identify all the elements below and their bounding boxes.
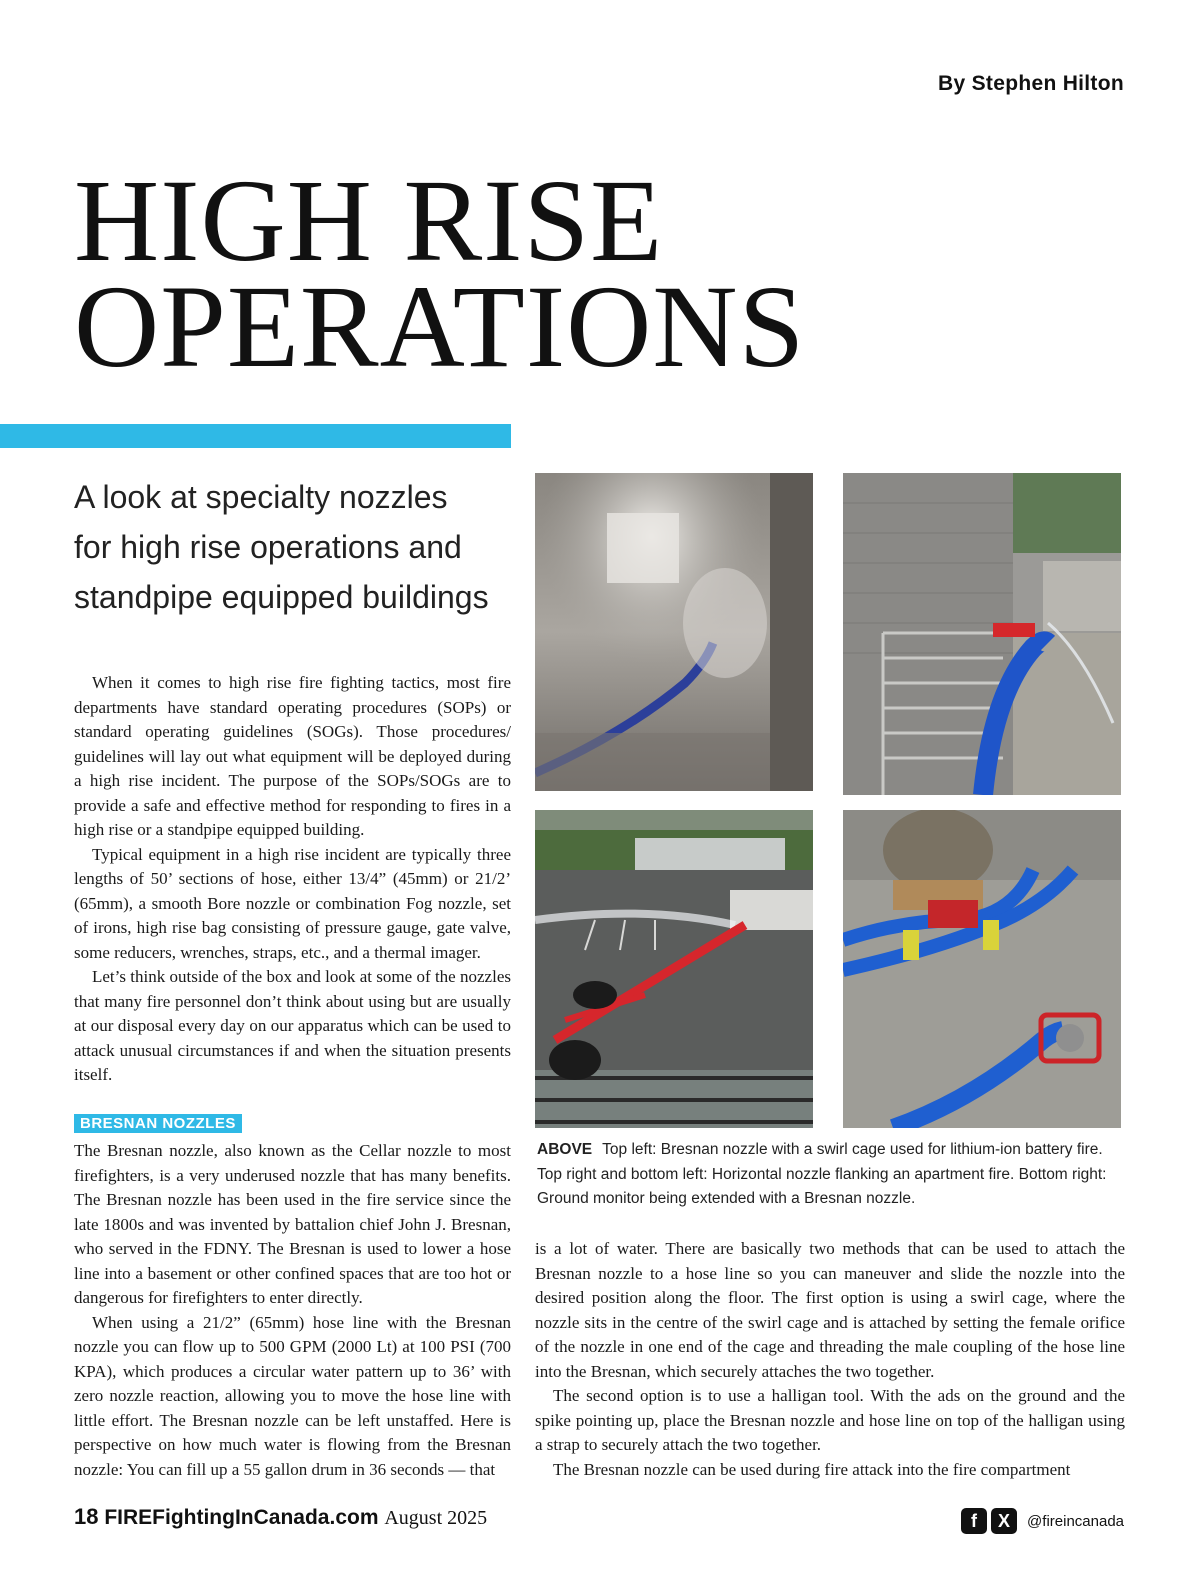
photo-balcony-nozzle — [843, 473, 1121, 795]
deck-line-2: for high rise operations and — [74, 529, 462, 565]
intro-column — [74, 671, 511, 1088]
body-paragraph: The second option is to use a halligan tool. With the ads on the ground and the spike pointing up, place the Bresnan nozzle and hose line on top of the halligan using a strap to securely attach the two together. — [535, 1386, 1125, 1454]
body-paragraph: When using a 21/2” (65mm) hose line with the Bresnan nozzle you can flow up to 500 GPM (2000 Lt) at 100 PSI (700 KPA), which produces a circular water pattern up to 36’ with zero nozzle reaction, allowing you to move the hose line with little effort. The Bresnan nozzle can be left unstaffed. Here is perspective on how much water is flowing from the Bresnan nozzle: You can fill up a 55 gallon drum in 36 seconds — that — [74, 1312, 511, 1479]
bresnan-column — [74, 1139, 511, 1482]
photo-bresnan-swirl-cage — [535, 473, 813, 791]
title-line-1: HIGH RISE — [74, 155, 664, 286]
deck-line-1: A look at specialty nozzles — [74, 479, 448, 515]
issue-date: August 2025 — [384, 1507, 488, 1529]
page-footer — [74, 1504, 487, 1530]
social-handle[interactable]: @fireincanada — [1027, 1512, 1124, 1530]
site-link[interactable]: FIREFightingInCanada.com — [104, 1506, 379, 1529]
social-links — [961, 1508, 1124, 1534]
intro-paragraph: Typical equipment in a high rise incident are typically three lengths of 50’ sections of hose, either 13/4” (45mm) or 21/2’ (65mm), a smooth Bore nozzle or combination Fog nozzle, set of irons, high rise bag consisting of pressure gauge, gate valve, some reducers, wrenches, straps, etc., and a thermal imager. — [74, 844, 511, 962]
body-paragraph: is a lot of water. There are basically two methods that can be used to attach the Bresnan nozzle to a hose line so you can maneuver and slide the nozzle into the desired position along the floor. The first option is using a swirl cage, where the nozzle sits in the centre of the swirl cage and is attached by setting the female orifice of the nozzle in one end of the cage and threading the male coupling of the hose line into the Bresnan, which securely attaches the two together. — [535, 1239, 1125, 1381]
photo-caption — [537, 1138, 1127, 1212]
photo-horizontal-nozzle — [535, 810, 813, 1128]
accent-bar — [0, 424, 511, 448]
deck-line-3: standpipe equipped buildings — [74, 579, 489, 615]
intro-paragraph: Let’s think outside of the box and look at some of the nozzles that many fire personnel don’t think about using but are usually at our disposal every day on our apparatus which can be used to attack unusual circumstances if and when the situation presents itself. — [74, 967, 511, 1084]
photo-ground-monitor — [843, 810, 1121, 1128]
caption-text: Top left: Bresnan nozzle with a swirl cage used for lithium-ion battery fire. Top right and bottom left: Horizontal nozzle flanking an apartment fire. Bottom right: Ground monitor being extended with a Bresnan nozzle. — [537, 1141, 1107, 1207]
caption-lead: ABOVE — [537, 1141, 593, 1158]
facebook-icon[interactable]: f — [961, 1508, 987, 1534]
page-number: 18 — [74, 1504, 99, 1529]
article-title — [74, 155, 806, 392]
article-deck — [74, 472, 514, 622]
byline: By Stephen Hilton — [938, 72, 1124, 95]
title-line-2: OPERATIONS — [74, 261, 806, 392]
right-column — [535, 1237, 1125, 1482]
body-paragraph: The Bresnan nozzle can be used during fire attack into the fire compartment — [553, 1459, 1071, 1479]
section-heading: BRESNAN NOZZLES — [74, 1114, 242, 1133]
x-icon[interactable]: X — [991, 1508, 1017, 1534]
intro-paragraph: When it comes to high rise fire fighting tactics, most fire departments have standard operating procedures (SOPs) or standard operating guidelines (SOGs). Those procedures/ guidelines will lay out what equipment will be deployed during a high rise incident. The purpose of the SOPs/SOGs are to provide a safe and effective method for responding to fires in a high rise or a standpipe equipped building. — [74, 673, 511, 839]
body-paragraph: The Bresnan nozzle, also known as the Cellar nozzle to most firefighters, is a very underused nozzle that has many benefits. The Bresnan nozzle has been used in the fire service since the late 1800s and was invented by battalion chief John J. Bresnan, who served in the FDNY. The Bresnan is used to lower a hose line into a basement or other confined spaces that are too hot or dangerous for firefighters to enter directly. — [74, 1141, 511, 1307]
